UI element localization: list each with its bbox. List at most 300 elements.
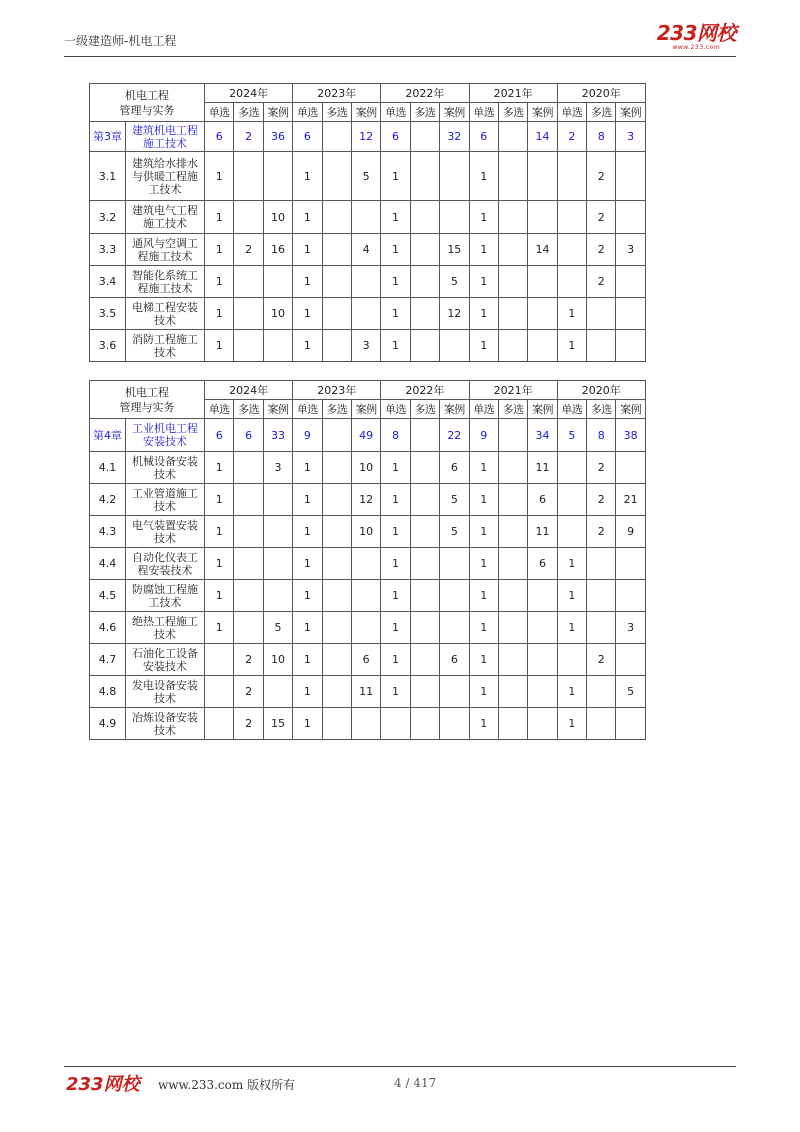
score-cell: 12: [440, 298, 469, 330]
section-number: 3.1: [90, 152, 126, 201]
score-cell: [410, 298, 439, 330]
table-row: [90, 266, 646, 298]
score-cell: [616, 708, 645, 740]
section-number: 4.1: [90, 452, 126, 484]
score-cell: [263, 676, 292, 708]
question-type-header: 案例: [528, 103, 557, 122]
score-cell: 1: [293, 516, 322, 548]
table-row: [90, 676, 646, 708]
section-name: 石油化工设备安装技术: [126, 644, 205, 676]
table-row: [90, 152, 646, 201]
year-header: 2024年: [205, 84, 293, 103]
score-cell: [528, 152, 557, 201]
section-number: 3.6: [90, 330, 126, 362]
question-type-header: 案例: [616, 400, 645, 419]
score-cell: [498, 234, 527, 266]
question-type-header: 多选: [234, 103, 263, 122]
score-cell: 11: [528, 452, 557, 484]
score-cell: 11: [351, 676, 380, 708]
score-cell: [205, 644, 234, 676]
question-type-header: 多选: [410, 103, 439, 122]
score-cell: [322, 298, 351, 330]
score-cell: [498, 330, 527, 362]
table-row: [90, 516, 646, 548]
footer-rule: [64, 1066, 736, 1067]
score-cell: [322, 484, 351, 516]
score-cell: 1: [205, 516, 234, 548]
question-type-header: 案例: [616, 103, 645, 122]
score-cell: 1: [469, 234, 498, 266]
score-cell: [351, 612, 380, 644]
score-cell: 1: [469, 152, 498, 201]
score-cell: 2: [587, 516, 616, 548]
score-cell: 1: [293, 298, 322, 330]
copyright-text: www.233.com 版权所有: [158, 1078, 296, 1092]
score-cell: 1: [381, 330, 410, 362]
score-cell: 38: [616, 419, 645, 452]
page-footer: [64, 1066, 736, 1096]
score-cell: [234, 452, 263, 484]
year-header: 2022年: [381, 381, 469, 400]
section-name: 自动化仪表工程安装技术: [126, 548, 205, 580]
score-cell: 2: [587, 234, 616, 266]
score-cell: 49: [351, 419, 380, 452]
score-cell: 14: [528, 122, 557, 152]
question-type-header: 单选: [381, 103, 410, 122]
question-type-header: 案例: [440, 400, 469, 419]
score-cell: [528, 201, 557, 234]
score-cell: [322, 676, 351, 708]
score-cell: [498, 644, 527, 676]
table-row: [90, 580, 646, 612]
score-cell: 1: [293, 708, 322, 740]
section-number: 4.4: [90, 548, 126, 580]
chapter-row: [90, 419, 646, 452]
score-cell: 1: [469, 452, 498, 484]
score-cell: [263, 548, 292, 580]
score-cell: 1: [205, 201, 234, 234]
logo-url: www.233.com: [672, 44, 721, 51]
score-cell: [351, 298, 380, 330]
corner-line-1: 机电工程: [125, 88, 169, 102]
footer-logo: 233网校: [66, 1074, 140, 1095]
score-cell: 8: [587, 122, 616, 152]
score-cell: 1: [381, 201, 410, 234]
score-cell: 1: [381, 266, 410, 298]
question-type-header: 案例: [263, 400, 292, 419]
section-name: 电气装置安装技术: [126, 516, 205, 548]
document-title: 一级建造师-机电工程: [64, 34, 177, 48]
score-cell: 3: [616, 234, 645, 266]
score-cell: 10: [351, 452, 380, 484]
score-cell: [440, 548, 469, 580]
score-cell: 1: [469, 708, 498, 740]
question-type-header: 案例: [440, 103, 469, 122]
score-cell: [440, 676, 469, 708]
score-cell: [528, 708, 557, 740]
score-cell: [205, 676, 234, 708]
score-cell: 1: [557, 708, 586, 740]
score-cell: 36: [263, 122, 292, 152]
score-cell: 1: [557, 580, 586, 612]
score-cell: 2: [234, 708, 263, 740]
score-cell: [498, 708, 527, 740]
score-cell: [440, 708, 469, 740]
score-cell: 1: [205, 298, 234, 330]
score-cell: [557, 452, 586, 484]
section-name: 机械设备安装技术: [126, 452, 205, 484]
score-cell: 5: [440, 516, 469, 548]
score-cell: 2: [234, 234, 263, 266]
score-cell: 5: [616, 676, 645, 708]
section-name: 绝热工程施工技术: [126, 612, 205, 644]
question-type-header: 单选: [205, 400, 234, 419]
score-cell: [322, 548, 351, 580]
score-cell: [410, 612, 439, 644]
score-cell: 1: [381, 298, 410, 330]
score-cell: 1: [205, 152, 234, 201]
score-cell: 6: [293, 122, 322, 152]
table-row: [90, 484, 646, 516]
score-cell: [234, 612, 263, 644]
question-type-header: 单选: [557, 103, 586, 122]
score-cell: 1: [381, 580, 410, 612]
score-cell: [322, 644, 351, 676]
section-number: 4.8: [90, 676, 126, 708]
question-type-header: 多选: [587, 103, 616, 122]
section-number: 4.7: [90, 644, 126, 676]
score-cell: [410, 580, 439, 612]
question-type-header: 多选: [587, 400, 616, 419]
section-name: 电梯工程安装技术: [126, 298, 205, 330]
score-cell: [322, 516, 351, 548]
year-header: 2023年: [293, 381, 381, 400]
score-cell: 1: [381, 612, 410, 644]
score-cell: [351, 201, 380, 234]
section-name: 冶炼设备安装技术: [126, 708, 205, 740]
score-cell: 15: [263, 708, 292, 740]
score-cell: 3: [616, 612, 645, 644]
score-cell: [322, 419, 351, 452]
score-cell: 2: [587, 452, 616, 484]
score-cell: 1: [557, 330, 586, 362]
score-cell: [351, 266, 380, 298]
score-cell: 1: [293, 644, 322, 676]
score-cell: 21: [616, 484, 645, 516]
score-cell: [557, 234, 586, 266]
table-row: [90, 644, 646, 676]
score-cell: [587, 676, 616, 708]
score-cell: [410, 152, 439, 201]
score-cell: 1: [293, 152, 322, 201]
score-cell: [498, 152, 527, 201]
score-cell: 1: [293, 234, 322, 266]
score-cell: 9: [469, 419, 498, 452]
score-cell: [528, 612, 557, 644]
score-cell: [587, 612, 616, 644]
score-cell: [587, 298, 616, 330]
year-header: 2020年: [557, 381, 645, 400]
question-type-header: 单选: [205, 103, 234, 122]
score-cell: 10: [263, 298, 292, 330]
score-cell: [498, 419, 527, 452]
score-cell: [263, 484, 292, 516]
score-cell: [351, 708, 380, 740]
score-cell: [351, 580, 380, 612]
section-name: 工业管道施工技术: [126, 484, 205, 516]
score-cell: [410, 644, 439, 676]
score-cell: 12: [351, 122, 380, 152]
score-cell: 1: [293, 201, 322, 234]
question-type-header: 案例: [528, 400, 557, 419]
score-cell: [410, 201, 439, 234]
score-cell: [263, 330, 292, 362]
score-cell: [616, 152, 645, 201]
corner-line-2: 管理与实务: [119, 400, 175, 414]
section-name: 消防工程施工技术: [126, 330, 205, 362]
score-cell: 10: [263, 644, 292, 676]
brand-logo: [657, 22, 736, 51]
score-cell: [587, 548, 616, 580]
score-cell: 6: [440, 452, 469, 484]
table-row: [90, 201, 646, 234]
question-type-header: 多选: [234, 400, 263, 419]
score-cell: 3: [351, 330, 380, 362]
header-row-years: [90, 84, 646, 103]
score-cell: 1: [205, 548, 234, 580]
year-header: 2020年: [557, 84, 645, 103]
score-cell: 1: [469, 266, 498, 298]
score-cell: [557, 266, 586, 298]
score-cell: 22: [440, 419, 469, 452]
score-cell: 1: [293, 676, 322, 708]
score-cell: 1: [381, 152, 410, 201]
score-cell: [234, 266, 263, 298]
score-cell: [410, 330, 439, 362]
header-rule: [64, 56, 736, 57]
score-cell: 12: [351, 484, 380, 516]
score-cell: [263, 266, 292, 298]
section-number: 3.3: [90, 234, 126, 266]
score-cell: 3: [616, 122, 645, 152]
score-cell: 1: [469, 644, 498, 676]
year-header: 2022年: [381, 84, 469, 103]
question-type-header: 案例: [351, 103, 380, 122]
score-cell: [440, 580, 469, 612]
score-cell: [498, 676, 527, 708]
score-cell: [587, 580, 616, 612]
question-type-header: 多选: [322, 400, 351, 419]
score-cell: 5: [351, 152, 380, 201]
score-cell: [498, 484, 527, 516]
score-cell: 1: [205, 612, 234, 644]
section-name: 建筑给水排水与供暖工程施工技术: [126, 152, 205, 201]
score-cell: [528, 330, 557, 362]
score-cell: [498, 266, 527, 298]
score-cell: 1: [469, 201, 498, 234]
score-cell: [322, 266, 351, 298]
score-cell: 6: [205, 419, 234, 452]
score-cell: 6: [469, 122, 498, 152]
score-cell: [234, 548, 263, 580]
score-cell: 8: [587, 419, 616, 452]
score-cell: 1: [381, 644, 410, 676]
score-cell: 5: [263, 612, 292, 644]
score-cell: 1: [469, 612, 498, 644]
score-cell: [322, 234, 351, 266]
chapter-title: 工业机电工程安装技术: [126, 419, 205, 452]
score-cell: [528, 580, 557, 612]
score-cell: [234, 152, 263, 201]
score-cell: [557, 201, 586, 234]
score-cell: 5: [440, 266, 469, 298]
score-cell: 16: [263, 234, 292, 266]
table-corner-label: [90, 381, 205, 419]
corner-line-1: 机电工程: [125, 385, 169, 399]
score-cell: [498, 298, 527, 330]
score-cell: [351, 548, 380, 580]
table-row: [90, 548, 646, 580]
score-cell: [234, 484, 263, 516]
section-number: 4.3: [90, 516, 126, 548]
score-cell: [322, 201, 351, 234]
score-cell: 1: [469, 484, 498, 516]
score-cell: [410, 708, 439, 740]
score-table: [89, 380, 646, 740]
score-cell: 4: [351, 234, 380, 266]
page-number: 4 / 417: [394, 1076, 437, 1090]
score-cell: 2: [234, 122, 263, 152]
score-cell: [410, 548, 439, 580]
table-row: [90, 234, 646, 266]
score-cell: 14: [528, 234, 557, 266]
score-cell: 11: [528, 516, 557, 548]
score-cell: [205, 708, 234, 740]
logo-mark: 233网校: [656, 21, 736, 45]
page-header: [64, 22, 736, 58]
score-cell: 1: [205, 452, 234, 484]
score-cell: [410, 234, 439, 266]
score-cell: 1: [469, 330, 498, 362]
question-type-header: 案例: [351, 400, 380, 419]
score-cell: [557, 516, 586, 548]
table-corner-label: [90, 84, 205, 122]
section-number: 4.9: [90, 708, 126, 740]
score-cell: [263, 580, 292, 612]
question-type-header: 单选: [293, 400, 322, 419]
score-cell: [498, 516, 527, 548]
score-cell: [322, 152, 351, 201]
score-cell: [616, 298, 645, 330]
score-cell: [616, 644, 645, 676]
score-cell: 6: [528, 484, 557, 516]
score-cell: [616, 548, 645, 580]
section-name: 防腐蚀工程施工技术: [126, 580, 205, 612]
score-cell: [616, 580, 645, 612]
score-cell: 1: [557, 298, 586, 330]
score-cell: [587, 330, 616, 362]
header-row-years: [90, 381, 646, 400]
score-cell: 3: [263, 452, 292, 484]
score-cell: [616, 330, 645, 362]
score-cell: 5: [557, 419, 586, 452]
score-cell: 1: [469, 580, 498, 612]
table-row: [90, 298, 646, 330]
score-cell: 2: [587, 152, 616, 201]
score-cell: [410, 516, 439, 548]
score-cell: 2: [587, 484, 616, 516]
score-cell: [322, 580, 351, 612]
chapter-number: 第4章: [90, 419, 126, 452]
score-cell: 1: [557, 548, 586, 580]
score-cell: [587, 708, 616, 740]
score-cell: 2: [587, 644, 616, 676]
score-cell: 1: [557, 612, 586, 644]
score-cell: 6: [440, 644, 469, 676]
table-row: [90, 612, 646, 644]
score-cell: 9: [293, 419, 322, 452]
score-cell: 1: [205, 266, 234, 298]
score-cell: [322, 122, 351, 152]
score-cell: [234, 516, 263, 548]
year-header: 2021年: [469, 381, 557, 400]
score-cell: [498, 548, 527, 580]
table-row: [90, 452, 646, 484]
section-number: 4.2: [90, 484, 126, 516]
score-cell: 34: [528, 419, 557, 452]
score-cell: [557, 152, 586, 201]
section-name: 建筑电气工程施工技术: [126, 201, 205, 234]
question-type-header: 多选: [498, 103, 527, 122]
score-cell: 6: [351, 644, 380, 676]
score-cell: [440, 612, 469, 644]
score-cell: [440, 201, 469, 234]
score-cell: [234, 580, 263, 612]
score-cell: 1: [381, 484, 410, 516]
score-cell: [410, 419, 439, 452]
score-cell: [498, 580, 527, 612]
table-row: [90, 330, 646, 362]
score-cell: [263, 152, 292, 201]
score-cell: [322, 452, 351, 484]
section-name: 智能化系统工程施工技术: [126, 266, 205, 298]
question-type-header: 多选: [498, 400, 527, 419]
score-cell: 5: [440, 484, 469, 516]
score-cell: [528, 676, 557, 708]
question-type-header: 单选: [293, 103, 322, 122]
score-cell: 1: [293, 452, 322, 484]
score-cell: 1: [293, 484, 322, 516]
score-cell: [410, 266, 439, 298]
score-cell: [322, 612, 351, 644]
section-number: 3.5: [90, 298, 126, 330]
score-cell: 1: [557, 676, 586, 708]
question-type-header: 多选: [322, 103, 351, 122]
chapter-number: 第3章: [90, 122, 126, 152]
score-cell: [381, 708, 410, 740]
score-cell: 15: [440, 234, 469, 266]
score-cell: [440, 330, 469, 362]
score-cell: 1: [469, 548, 498, 580]
score-cell: 1: [293, 266, 322, 298]
score-cell: 32: [440, 122, 469, 152]
score-cell: [498, 452, 527, 484]
score-cell: [322, 330, 351, 362]
section-number: 4.6: [90, 612, 126, 644]
score-cell: 33: [263, 419, 292, 452]
score-cell: 6: [381, 122, 410, 152]
score-cell: 2: [234, 676, 263, 708]
